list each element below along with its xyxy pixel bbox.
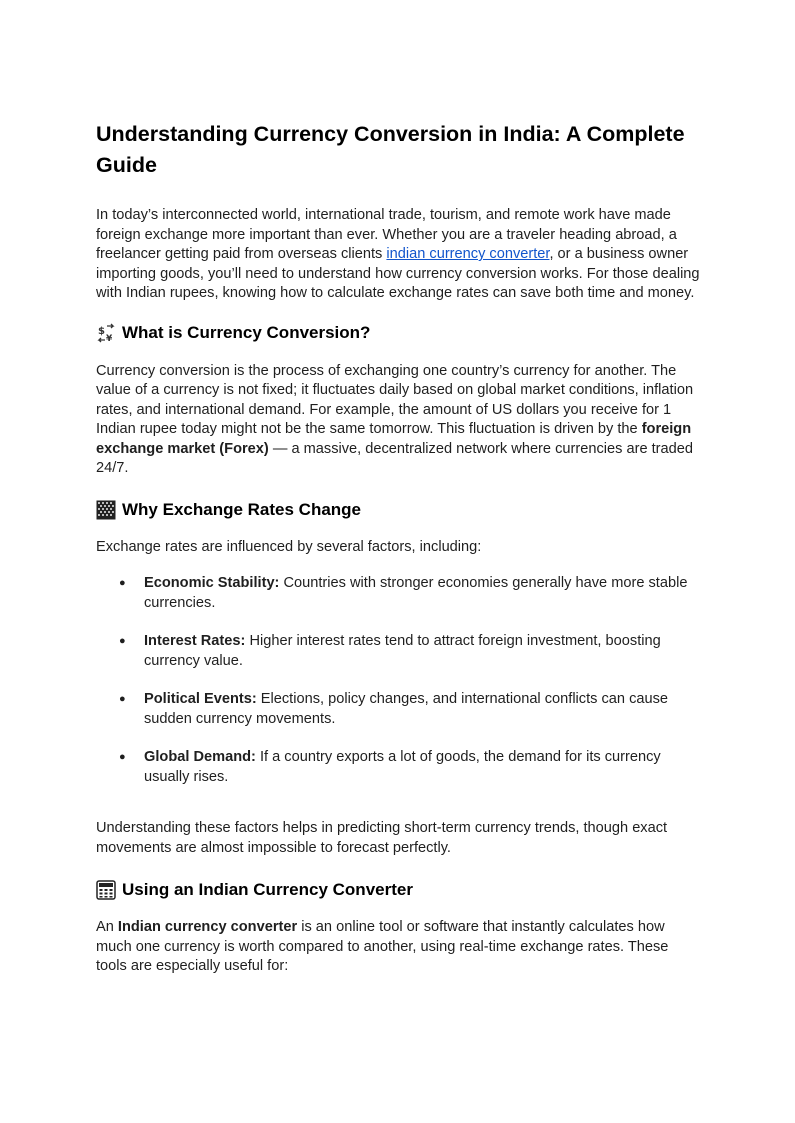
list-item: [96, 690, 700, 729]
why-intro-paragraph: Exchange rates are influenced by several factors, including:: [96, 538, 482, 555]
bullet-icon: ●: [119, 751, 126, 763]
list-item-bold: Interest Rates:: [144, 633, 246, 649]
list-item-bold: Economic Stability:: [144, 575, 280, 591]
conversion-text-end: — a massive, decentralized network where currencies are traded 24/7.: [96, 440, 693, 476]
intro-text-end: , or a business owner importing goods, you’ll need to understand how currency conversion works. For those dealing with Indian rupees, knowing how to calculate exchange rates can save both time and money.: [96, 246, 700, 301]
list-item: [96, 632, 700, 671]
using-text-start: An: [96, 919, 118, 935]
intro-text-start: In today’s interconnected world, international trade, tourism, and remote work have made foreign exchange more important than ever. Whether you are a traveler heading abroad, a freelancer getting paid from overseas clients: [96, 207, 677, 262]
list-item-text: If a country exports a lot of goods, the demand for its currency usually rises.: [144, 749, 661, 785]
converter-bold-text: Indian currency converter: [117, 919, 298, 935]
conversion-paragraph: [96, 362, 700, 479]
list-item-bold: Political Events:: [144, 691, 257, 707]
using-text-end: is an online tool or software that instantly calculates how much one currency is worth compared to another, using real-time exchange rates. These tools are especially useful for:: [96, 919, 669, 974]
list-item-text: Elections, policy changes, and international conflicts can cause sudden currency movements.: [144, 691, 669, 727]
section-heading-using: [96, 878, 700, 902]
svg-text:$: $: [98, 325, 105, 337]
factors-list: [96, 574, 700, 787]
intro-paragraph: [96, 206, 700, 304]
section-heading-conversion: [96, 321, 700, 345]
list-item-text: Higher interest rates tend to attract foreign investment, boosting currency value.: [144, 633, 661, 669]
why-outro-paragraph: Understanding these factors helps in predicting short-term currency trends, though exact movements are almost impossible to forecast perfectly.: [96, 820, 668, 856]
abacus-icon: [96, 880, 116, 900]
bullet-icon: ●: [119, 577, 126, 589]
using-paragraph: [96, 918, 700, 977]
section-heading-conversion-text: What is Currency Conversion?: [122, 322, 371, 342]
conversion-text-start: Currency conversion is the process of exchanging one country’s currency for another. The value of a currency is not fixed; it fluctuates daily based on global market conditions, inflation rates, and international demand. For example, the amount of US dollars you receive for 1 Indian rupee today might not be the same tomorrow. This fluctuation is driven by the: [96, 362, 694, 437]
list-item-bold: Global Demand:: [144, 749, 256, 765]
chart-icon: [96, 500, 116, 520]
document-page: [96, 119, 700, 977]
page-title: Understanding Currency Conversion in India: A Complete Guide: [96, 122, 685, 177]
forex-bold-text: foreign exchange market (Forex): [96, 421, 692, 457]
svg-text:¥: ¥: [106, 333, 113, 343]
section-heading-using-text: Using an Indian Currency Converter: [122, 880, 413, 899]
list-item-text: Countries with stronger economies generally have more stable currencies.: [144, 575, 688, 611]
section-heading-why: [96, 498, 700, 522]
indian-currency-converter-link[interactable]: indian currency converter: [386, 246, 550, 262]
list-item: [96, 574, 700, 613]
section-heading-why-text: Why Exchange Rates Change: [122, 499, 362, 519]
bullet-icon: ●: [119, 693, 126, 705]
list-item: [96, 748, 700, 787]
currency-exchange-icon: [96, 323, 116, 343]
bullet-icon: ●: [119, 635, 126, 647]
